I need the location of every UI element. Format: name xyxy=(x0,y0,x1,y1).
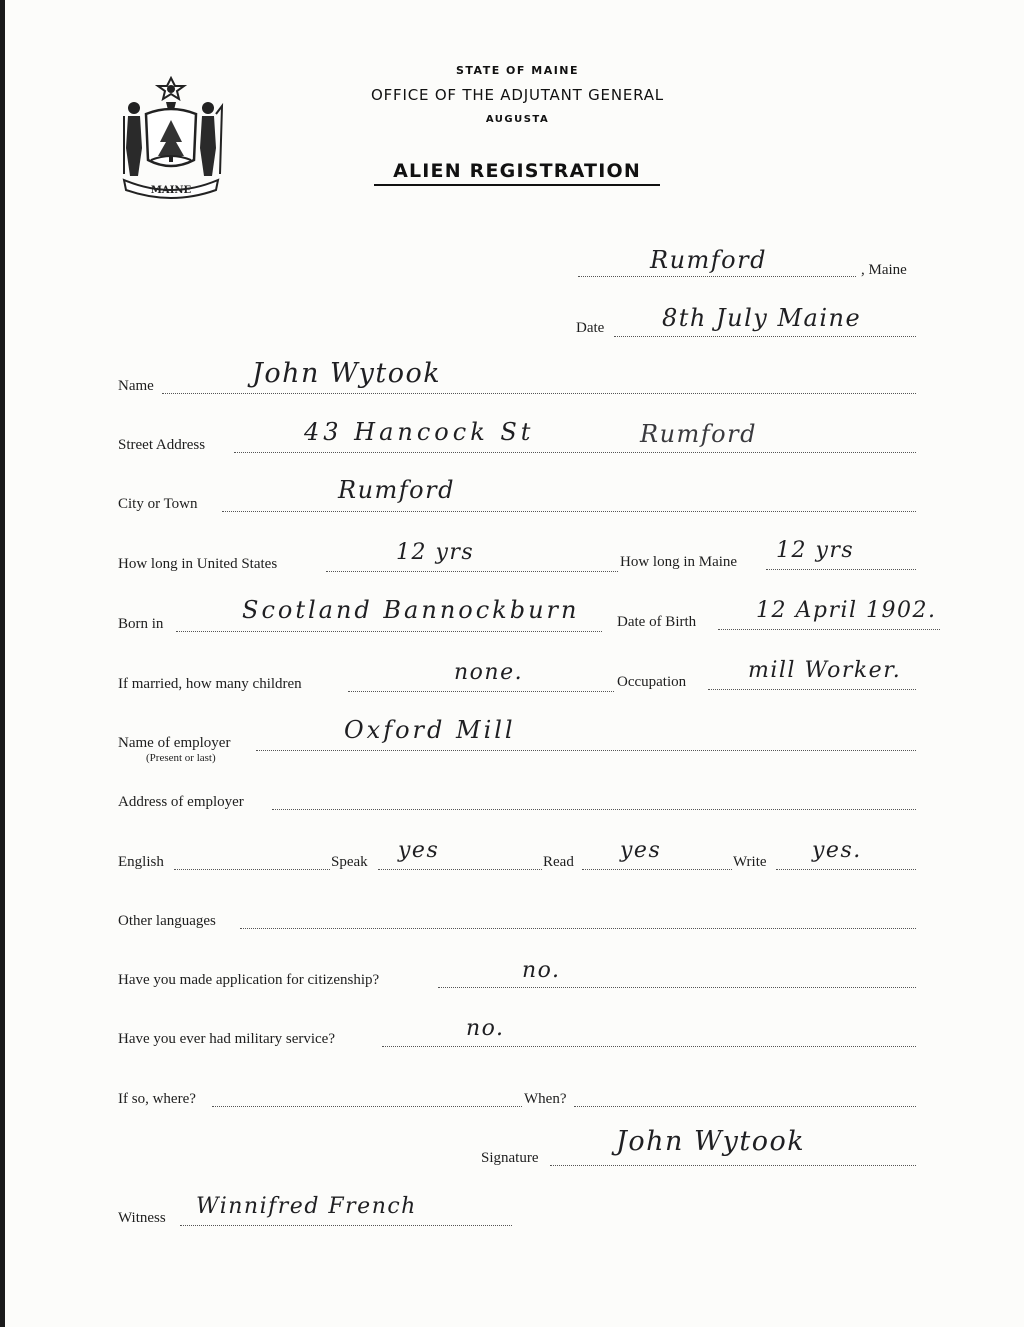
employer-line xyxy=(256,750,916,751)
how-long-maine-line xyxy=(766,569,916,570)
street-address-town-entry[interactable]: Rumford xyxy=(640,420,757,448)
other-languages-label: Other languages xyxy=(118,913,216,929)
town-line xyxy=(578,276,856,277)
header-city: AUGUSTA xyxy=(485,114,550,125)
town-entry[interactable]: Rumford xyxy=(650,246,767,274)
employer-label: Name of employer xyxy=(118,735,231,751)
when-line xyxy=(574,1106,916,1107)
signature-line xyxy=(550,1165,916,1166)
how-long-maine-entry[interactable]: 12 yrs xyxy=(776,538,855,563)
speak-line xyxy=(378,869,542,870)
citizenship-line xyxy=(438,987,916,988)
write-label: Write xyxy=(733,854,767,870)
witness-label: Witness xyxy=(118,1210,166,1226)
read-line xyxy=(582,869,732,870)
maine-state-seal xyxy=(116,76,226,202)
how-long-us-entry[interactable]: 12 yrs xyxy=(396,540,475,565)
military-line xyxy=(382,1046,916,1047)
name-line xyxy=(162,393,916,394)
english-label: English xyxy=(118,854,164,870)
english-line xyxy=(174,869,330,870)
military-entry[interactable]: no. xyxy=(466,1016,505,1041)
write-entry[interactable]: yes. xyxy=(812,838,862,863)
employer-entry[interactable]: Oxford Mill xyxy=(344,716,516,744)
employer-address-line xyxy=(272,809,916,810)
street-address-label: Street Address xyxy=(118,437,206,453)
date-of-birth-label: Date of Birth xyxy=(617,614,697,630)
header-office: OFFICE OF THE ADJUTANT GENERAL xyxy=(371,86,664,104)
maine-label: , Maine xyxy=(861,262,907,278)
born-in-line xyxy=(176,631,602,632)
occupation-line xyxy=(708,689,916,690)
name-label: Name xyxy=(118,378,154,394)
how-long-us-label: How long in United States xyxy=(118,556,278,572)
signature-entry[interactable]: John Wytook xyxy=(616,1126,806,1157)
date-of-birth-entry[interactable]: 12 April 1902. xyxy=(756,598,937,623)
read-entry[interactable]: yes xyxy=(620,838,662,863)
read-label: Read xyxy=(543,854,574,870)
children-label: If married, how many children xyxy=(118,676,302,692)
military-label: Have you ever had military service? xyxy=(118,1031,335,1047)
born-in-label: Born in xyxy=(118,616,164,632)
how-long-us-line xyxy=(326,571,618,572)
if-so-where-label: If so, where? xyxy=(118,1091,196,1107)
witness-entry[interactable]: Winnifred French xyxy=(196,1194,417,1219)
speak-entry[interactable]: yes xyxy=(398,838,440,863)
occupation-label: Occupation xyxy=(617,674,687,690)
speak-label: Speak xyxy=(331,854,368,870)
born-in-entry[interactable]: Scotland Bannockburn xyxy=(242,596,580,624)
date-label: Date xyxy=(576,320,605,336)
seal-banner-text: MAINE xyxy=(150,185,192,196)
header-state: STATE OF MAINE xyxy=(455,64,580,77)
children-line xyxy=(348,691,614,692)
write-line xyxy=(776,869,916,870)
date-of-birth-line xyxy=(718,629,940,630)
citizenship-label: Have you made application for citizenship? xyxy=(118,972,380,988)
citizenship-entry[interactable]: no. xyxy=(522,958,561,983)
occupation-entry[interactable]: mill Worker. xyxy=(748,658,902,683)
employer-address-label: Address of employer xyxy=(118,794,244,810)
witness-line xyxy=(180,1225,512,1226)
street-address-entry[interactable]: 43 Hancock St xyxy=(304,418,535,446)
city-entry[interactable]: Rumford xyxy=(338,476,455,504)
date-entry[interactable]: 8th July Maine xyxy=(662,304,862,332)
signature-label: Signature xyxy=(481,1150,539,1166)
city-line xyxy=(222,511,916,512)
date-line xyxy=(614,336,916,337)
scan-edge xyxy=(0,0,5,1327)
children-entry[interactable]: none. xyxy=(454,660,524,685)
name-entry[interactable]: John Wytook xyxy=(252,358,442,389)
if-so-where-line xyxy=(212,1106,522,1107)
street-address-line xyxy=(234,452,916,453)
form-title: ALIEN REGISTRATION xyxy=(374,160,660,186)
employer-note: (Present or last) xyxy=(146,752,216,764)
city-label: City or Town xyxy=(118,496,198,512)
how-long-maine-label: How long in Maine xyxy=(620,554,738,570)
other-languages-line xyxy=(240,928,916,929)
when-label: When? xyxy=(524,1091,567,1107)
